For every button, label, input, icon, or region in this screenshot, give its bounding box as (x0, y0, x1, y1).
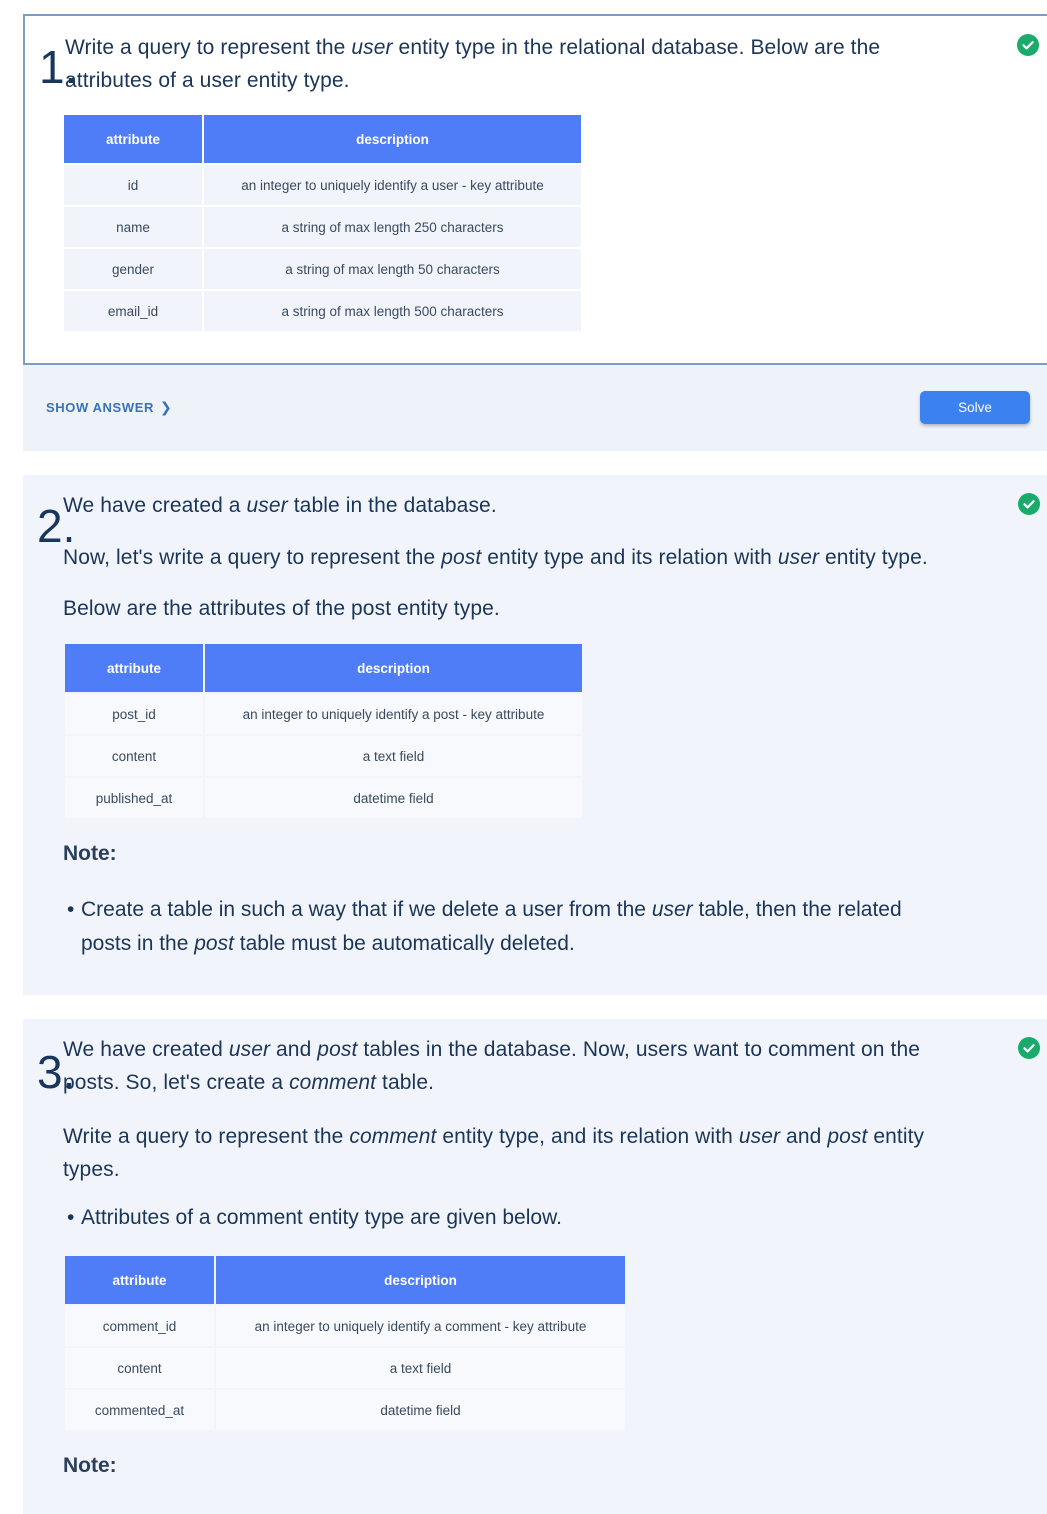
completed-check-icon (1017, 34, 1039, 56)
table-row (65, 694, 582, 734)
question-3-paragraph-2: Write a query to represent the comment entity type, and its relation with user and post entity types. (63, 1125, 925, 1181)
table-cell: a string of max length 500 characters (204, 291, 581, 331)
bullet-icon: • (67, 898, 75, 921)
completed-check-icon (1018, 493, 1040, 515)
column-header: attribute (64, 115, 202, 163)
question-1-text: Write a query to represent the user entity type in the relational database. Below are the attributes of a user entity type. (65, 36, 881, 92)
table-row (65, 778, 582, 818)
table-row (65, 1306, 625, 1346)
completed-check-icon (1018, 1037, 1040, 1059)
table-cell: email_id (64, 291, 202, 331)
table-cell: an integer to uniquely identify a user - key attribute (204, 165, 581, 205)
table-row (64, 291, 581, 331)
question-number: 3. (37, 1046, 76, 1098)
table-cell: a string of max length 250 characters (204, 207, 581, 247)
table-cell: id (64, 165, 202, 205)
table-row (65, 1348, 625, 1388)
question-2-line-2: Now, let's write a query to represent the post entity type and its relation with user entity type. (63, 546, 928, 569)
attributes-table (63, 642, 584, 820)
table-cell: a text field (205, 736, 582, 776)
table-row (64, 207, 581, 247)
table-cell: an integer to uniquely identify a comment - key attribute (216, 1306, 625, 1346)
table-row (64, 249, 581, 289)
note-heading: Note: (63, 1454, 117, 1477)
note-bullet: • Create a table in such a way that if we delete a user from the user table, then the related posts in the post table must be automatically deleted. (81, 893, 981, 961)
table-cell: content (65, 736, 203, 776)
column-header: description (216, 1256, 625, 1304)
show-answer-link[interactable]: SHOW ANSWER ❯ (46, 399, 173, 415)
question-3-line-1: We have created user and post tables in the database. Now, users want to comment on the posts. So, let's create a comment table. (63, 1038, 921, 1094)
question-2-line-3: Below are the attributes of the post entity type. (63, 597, 500, 620)
table-cell: a text field (216, 1348, 625, 1388)
table-cell: name (64, 207, 202, 247)
column-header: attribute (65, 1256, 214, 1304)
table-cell: comment_id (65, 1306, 214, 1346)
attributes-bullet: • Attributes of a comment entity type are given below. (81, 1201, 981, 1235)
table-cell: a string of max length 50 characters (204, 249, 581, 289)
question-number: 1. (39, 41, 78, 93)
question-number: 2. (37, 500, 76, 552)
table-cell: published_at (65, 778, 203, 818)
question-2-line-1: We have created a user table in the database. (63, 494, 497, 517)
table-cell: gender (64, 249, 202, 289)
bullet-icon: • (67, 1206, 75, 1229)
table-cell: commented_at (65, 1390, 214, 1430)
solve-button[interactable]: Solve (920, 391, 1030, 424)
question-1-card (23, 14, 1047, 365)
table-row (64, 165, 581, 205)
note-heading: Note: (63, 842, 117, 865)
column-header: attribute (65, 644, 203, 692)
table-cell: post_id (65, 694, 203, 734)
table-cell: content (65, 1348, 214, 1388)
attributes-table (62, 113, 583, 333)
column-header: description (205, 644, 582, 692)
question-1-footer (23, 365, 1047, 451)
table-cell: an integer to uniquely identify a post - key attribute (205, 694, 582, 734)
table-cell: datetime field (205, 778, 582, 818)
table-cell: datetime field (216, 1390, 625, 1430)
table-row (65, 736, 582, 776)
table-row (65, 1390, 625, 1430)
attributes-table (63, 1254, 627, 1432)
column-header: description (204, 115, 581, 163)
question-2-card (23, 475, 1047, 995)
question-3-card (23, 1019, 1047, 1514)
chevron-right-icon: ❯ (159, 399, 173, 415)
